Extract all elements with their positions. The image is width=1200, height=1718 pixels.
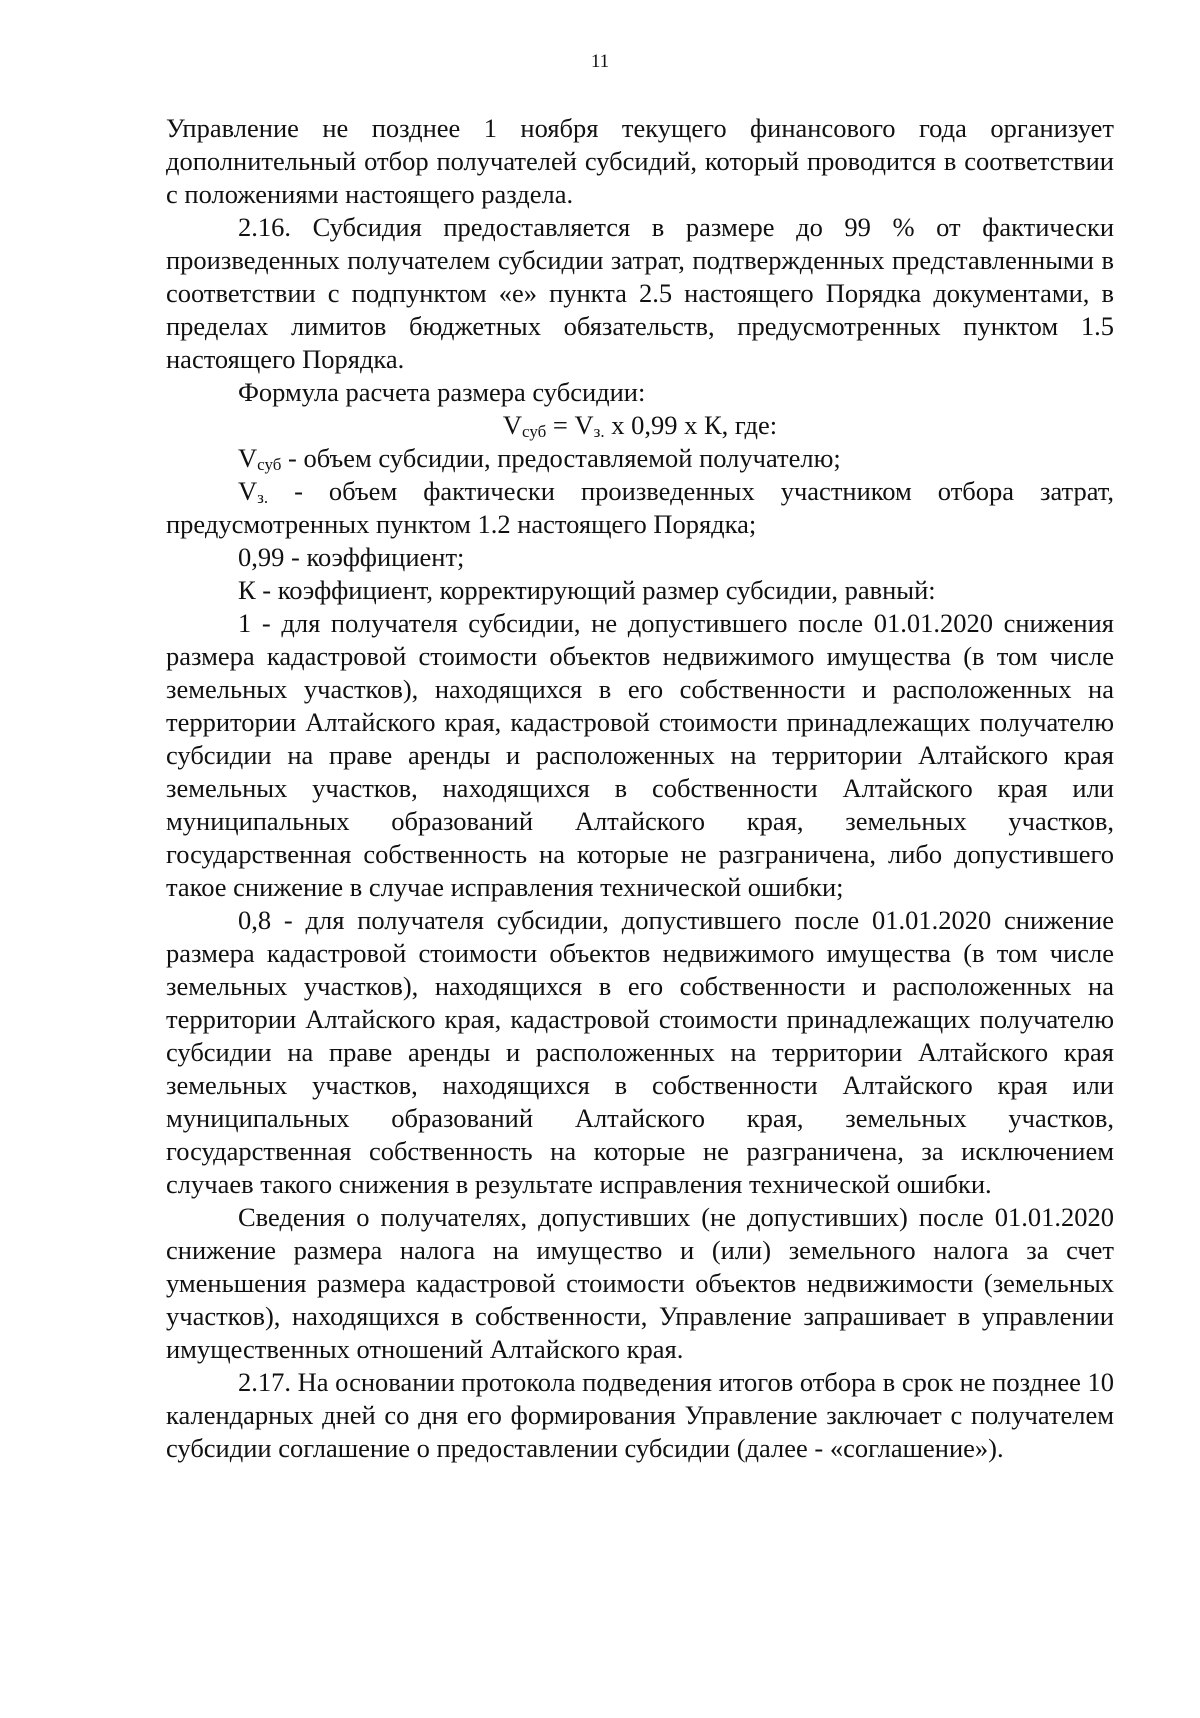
vsub-subscript: суб [257,455,282,474]
paragraph-coefficient-099: 0,99 - коэффициент; [238,542,465,572]
paragraph-coefficient-k: К - коэффициент, корректирующий размер субсидии, равный: [238,575,936,605]
vz-subscript: з. [257,488,269,507]
vz-symbol: V [238,476,258,506]
paragraph-vsub-definition [166,442,1114,475]
formula-equals: = [546,410,575,440]
paragraph-2-16: 2.16. Субсидия предоставляется в размере до 99 % от фактически произведенных получателем субсидии затрат, подтвержденных представленными в соответствии с подпунктом «е» пункта 2.5 настоящего Порядка документами, в пределах лимитов бюджетных обязательств, предусмотренных пунктом 1.5 настоящего Порядка. [166,212,1114,374]
document-body [166,112,1114,1465]
paragraph-recipient-info: Сведения о получателях, допустивших (не допустивших) после 01.01.2020 снижение размера налога на имущество и (или) земельного налога за счет уменьшения размера кадастровой стоимости объектов недвижимости (земельных участков), находящихся в собственности, Управление запрашивает в управлении имущественных отношений Алтайского края. [166,1202,1114,1364]
vsub-symbol: V [238,443,258,473]
vz-definition-text: - объем фактически произведенных участником отбора затрат, предусмотренных пунктом 1.2 настоящего Порядка; [166,476,1114,539]
vsub-definition-text: - объем субсидии, предоставляемой получателю; [281,443,841,473]
paragraph-k-equals-0-8: 0,8 - для получателя субсидии, допустившего после 01.01.2020 снижение размера кадастровой стоимости объектов недвижимого имущества (в том числе земельных участков), находящихся в его собственности и расположенных на территории Алтайского края, кадастровой стоимости принадлежащих получателю субсидии на праве аренды и расположенных на территории Алтайского края земельных участков, находящихся в собственности Алтайского края или муниципальных образований Алтайского края, земельных участков, государственная собственность на которые не разграничена, за исключением случаев такого снижения в результате исправления технической ошибки. [166,905,1114,1199]
paragraph-2-17: 2.17. На основании протокола подведения итогов отбора в срок не позднее 10 календарных дней со дня его формирования Управление заключает с получателем субсидии соглашение о предоставлении субсидии (далее - «соглашение»). [166,1367,1114,1463]
paragraph-formula-intro: Формула расчета размера субсидии: [238,377,646,407]
paragraph-additional-selection: Управление не позднее 1 ноября текущего финансового года организует дополнительный отбор получателей субсидий, который проводится в соответствии с положениями настоящего раздела. [166,113,1114,209]
page-number: 11 [590,51,610,72]
formula-line [166,409,1114,442]
formula-sub-suv: суб [522,422,547,441]
formula-sub-z: з. [593,422,605,441]
formula-v2: V [574,410,594,440]
formula-v: V [502,410,523,440]
paragraph-vz-definition [166,475,1114,541]
formula-tail: х 0,99 х К, где: [604,410,778,440]
paragraph-k-equals-1: 1 - для получателя субсидии, не допустившего после 01.01.2020 снижения размера кадастровой стоимости объектов недвижимого имущества (в том числе земельных участков), находящихся в его собственности и расположенных на территории Алтайского края, кадастровой стоимости принадлежащих получателю субсидии на праве аренды и расположенных на территории Алтайского края земельных участков, находящихся в собственности Алтайского края или муниципальных образований Алтайского края, земельных участков, государственная собственность на которые не разграничена, либо допустившего такое снижение в случае исправления технической ошибки; [166,608,1114,902]
